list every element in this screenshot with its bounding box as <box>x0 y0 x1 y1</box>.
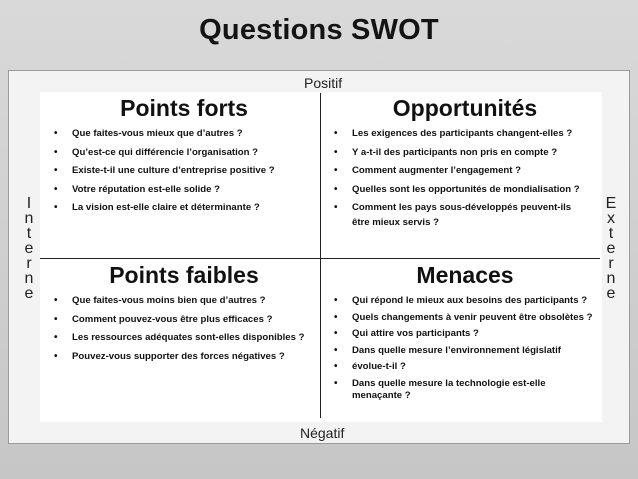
axis-label-externe <box>604 196 618 301</box>
list-item: • Comment augmenter l’engagement ? <box>330 165 600 177</box>
axis-letter: e <box>24 240 34 257</box>
axis-letter: t <box>26 225 32 242</box>
axis-letter: t <box>608 225 614 242</box>
list-item: • Les ressources adéquates sont-elles disponibles ? <box>50 332 318 344</box>
axis-letter: r <box>608 255 614 272</box>
list-item: • Que faites-vous mieux que d’autres ? <box>50 128 318 140</box>
axis-label-negatif: Négatif <box>300 425 345 441</box>
axis-letter: e <box>24 285 34 302</box>
list-item: • Votre réputation est-elle solide ? <box>50 184 318 196</box>
list-item: • La vision est-elle claire et déterminante ? <box>50 202 318 214</box>
list-item: • Y a-t-il des participants non pris en compte ? <box>330 147 600 159</box>
axis-label-interne <box>22 196 36 301</box>
list-item: • Dans quelle mesure l’environnement législatif <box>330 345 600 357</box>
axis-letter: e <box>606 285 616 302</box>
list-item: • Existe-t-il une culture d’entreprise positive ? <box>50 165 318 177</box>
list-item: • Comment les pays sous-développés peuvent-ils <box>330 202 600 214</box>
question-list <box>50 295 318 363</box>
quadrant-points-faibles <box>50 262 318 369</box>
list-item: • Pouvez-vous supporter des forces négatives ? <box>50 351 318 363</box>
list-item: • Quelles sont les opportunités de mondialisation ? <box>330 184 600 196</box>
list-item-continuation: menaçante ? <box>352 390 411 401</box>
list-item: • évolue-t-il ? <box>330 361 600 373</box>
vertical-divider <box>320 93 321 418</box>
axis-letter: n <box>24 270 34 287</box>
axis-letter: e <box>606 240 616 257</box>
list-item: • Comment pouvez-vous être plus efficaces ? <box>50 314 318 326</box>
quadrant-heading: Opportunités <box>392 95 538 121</box>
list-item: • Qui répond le mieux aux besoins des participants ? <box>330 295 600 307</box>
list-item: • Quels changements à venir peuvent être obsolètes ? <box>330 312 600 324</box>
question-list <box>50 128 318 214</box>
quadrant-menaces <box>330 262 600 407</box>
list-item: • Dans quelle mesure la technologie est-elle <box>330 378 600 390</box>
quadrant-heading: Menaces <box>416 262 514 288</box>
axis-letter: r <box>26 255 32 272</box>
question-list <box>330 295 600 390</box>
list-item: • Que faites-vous moins bien que d’autres ? <box>50 295 318 307</box>
question-list <box>330 128 600 214</box>
quadrant-opportunites <box>330 95 600 234</box>
list-item: • Qu’est-ce qui différencie l’organisation ? <box>50 147 318 159</box>
list-item-continuation: être mieux servis ? <box>352 216 439 228</box>
axis-letter: E <box>605 195 617 212</box>
quadrant-points-forts <box>50 95 318 221</box>
list-item: • Les exigences des participants changent-elles ? <box>330 128 600 140</box>
list-item: • Qui attire vos participants ? <box>330 328 600 340</box>
quadrant-heading: Points faibles <box>109 262 259 288</box>
axis-letter: x <box>607 210 615 227</box>
axis-letter: I <box>26 195 32 212</box>
quadrant-heading: Points forts <box>120 95 248 121</box>
axis-letter: n <box>24 210 34 227</box>
axis-label-positif: Positif <box>304 75 343 91</box>
slide-title: Questions SWOT <box>199 14 439 46</box>
axis-letter: n <box>606 270 616 287</box>
